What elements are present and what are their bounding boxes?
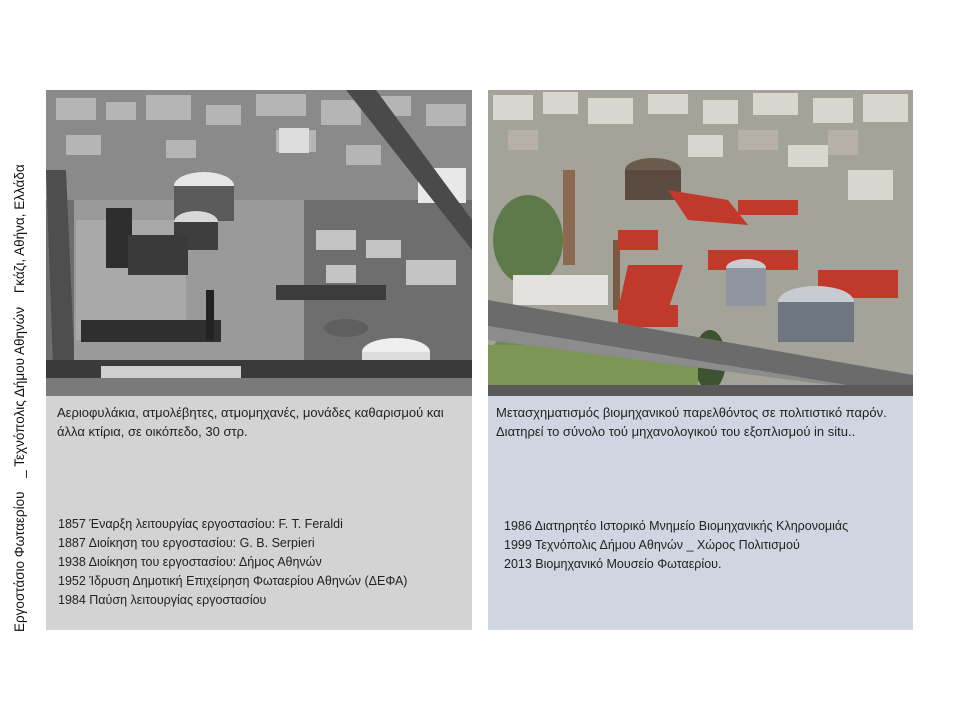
- modern-timeline: [504, 517, 909, 574]
- timeline-item: 1887 Διοίκηση του εργοστασίου: G. B. Serpieri: [58, 536, 315, 550]
- timeline-item: 1986 Διατηρητέο Ιστορικό Μνημείο Βιομηχανικής Κληρονομιάς: [504, 519, 849, 533]
- modern-card: [488, 90, 913, 630]
- vertical-slide-title: [6, 72, 34, 632]
- title-technopolis: _ Τεχνόπολις Δήμου Αθηνών: [12, 306, 27, 478]
- historic-timeline: [58, 515, 468, 610]
- historic-photo-illustration: [46, 90, 472, 396]
- historic-caption: Αεριοφυλάκια, ατμολέβητες, ατμομηχανές, μονάδες καθαρισμού και άλλα κτίρια, σε οικόπεδο, 30 στρ.: [57, 405, 444, 439]
- modern-photo-illustration: [488, 90, 913, 396]
- timeline-item: 1984 Παύση λειτουργίας εργοστασίου: [58, 593, 267, 607]
- timeline-item: 1938 Διοίκηση του εργοστασίου: Δήμος Αθηνών: [58, 555, 322, 569]
- title-location: Γκάζι, Αθήνα, Ελλάδα: [12, 164, 27, 294]
- historic-aerial-photo: [46, 90, 472, 396]
- title-factory: Εργοστάσιο Φωταερίου: [12, 491, 27, 632]
- modern-caption: Μετασχηματισμός βιομηχανικού παρελθόντος σε πολιτιστικό παρόν. Διατηρεί το σύνολο τού μηχανολογικού του εξοπλισμού in situ..: [496, 405, 887, 439]
- timeline-item: 1999 Τεχνόπολις Δήμου Αθηνών _ Χώρος Πολιτισμού: [504, 538, 800, 552]
- timeline-item: 1952 Ίδρυση Δημοτική Επιχείρηση Φωταερίου Αθηνών (ΔΕΦΑ): [58, 574, 408, 588]
- timeline-item: 2013 Βιομηχανικό Μουσείο Φωταερίου.: [504, 557, 722, 571]
- modern-aerial-photo: [488, 90, 913, 396]
- historic-card: [46, 90, 472, 630]
- timeline-item: 1857 Έναρξη λειτουργίας εργοστασίου: F. T. Feraldi: [58, 517, 343, 531]
